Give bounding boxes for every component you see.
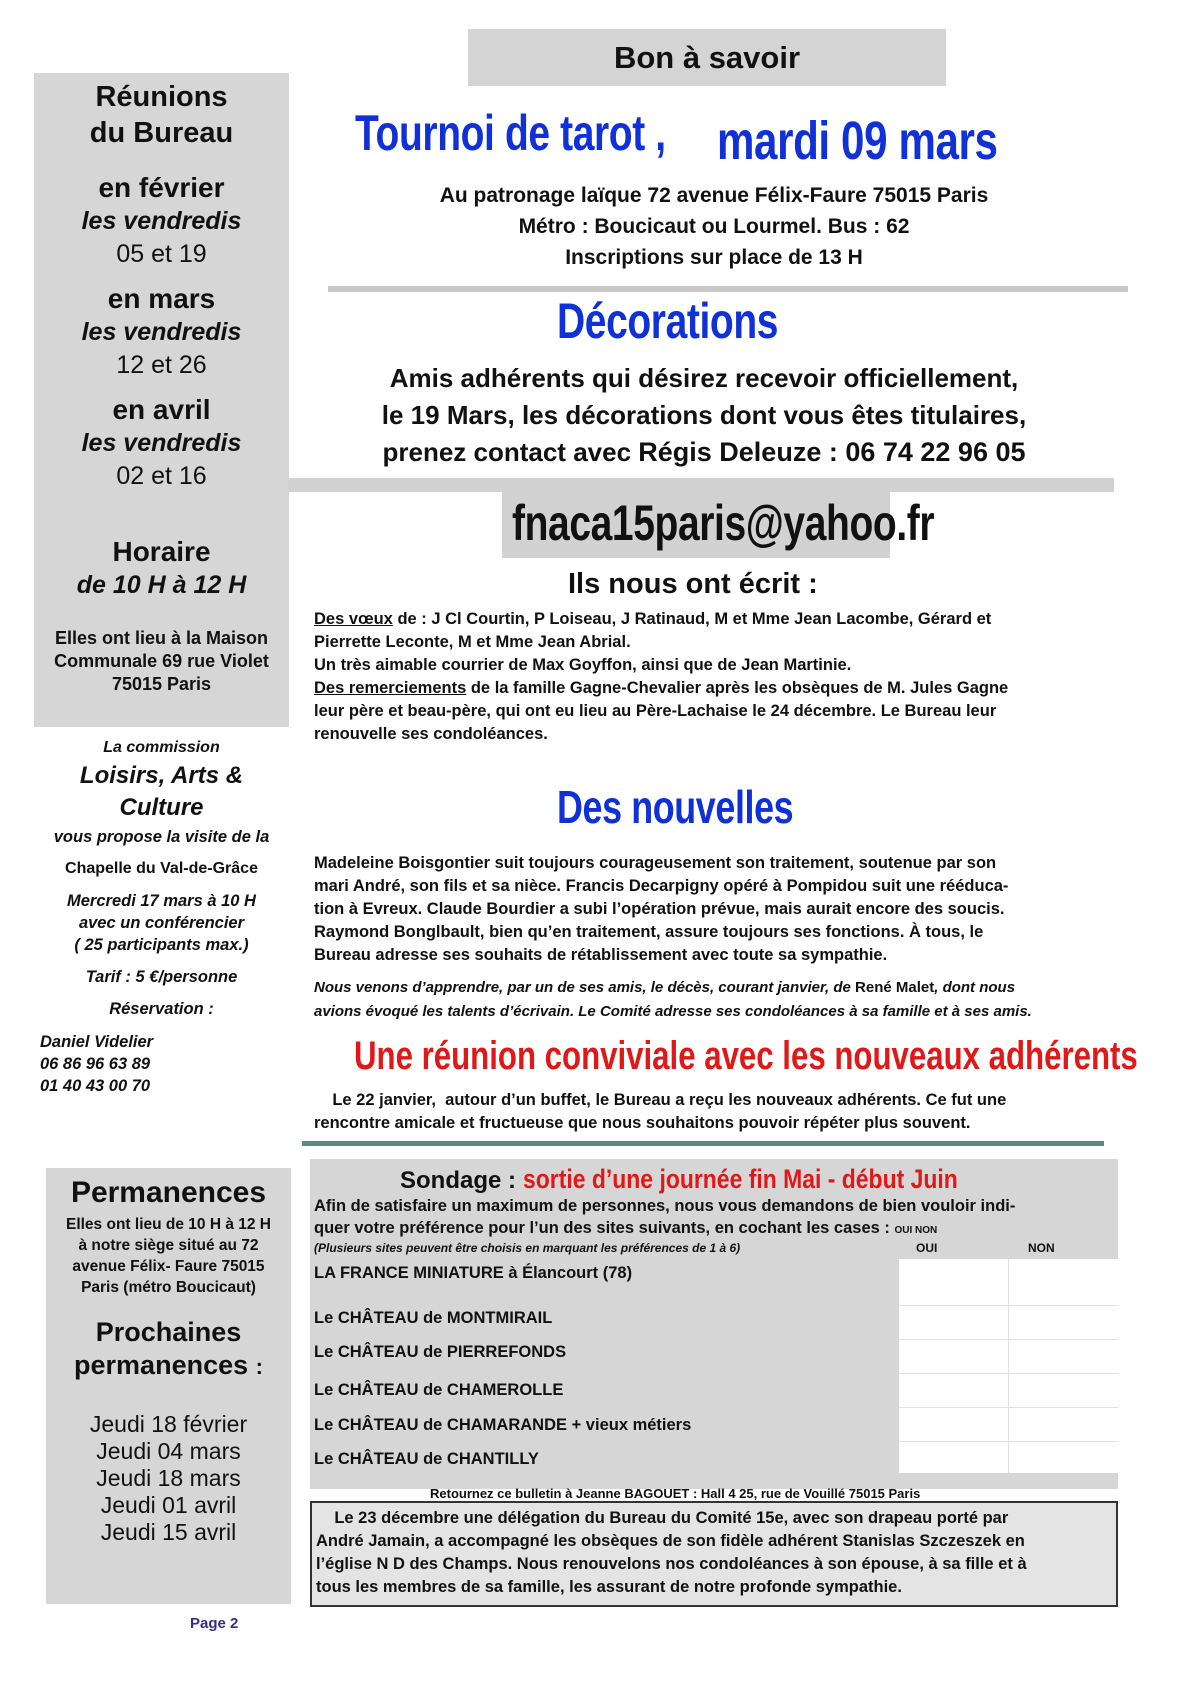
commission-line-4: vous propose la visite de la [53,828,270,846]
commission-line-8: ( 25 participants max.) [74,936,249,954]
decorations-contact: Régis Deleuze : 06 74 22 96 05 [638,437,1026,467]
bureau-feb-label: en février [98,172,225,203]
bureau-mar-days: les vendredis [81,318,242,346]
nouvelles-paragraph [314,852,1114,967]
bureau-lieu-1: Elles ont lieu à la Maison [54,628,269,648]
permanences-line-2: à notre siège situé au 72 [78,1237,259,1254]
prochaines-colon: : [255,1354,263,1379]
sondage-text: quer votre préférence pour l’un des sites suivants, en cochant les cases : [314,1219,895,1237]
permanence-date: Jeudi 01 avril [100,1492,237,1518]
commission-line-1: La commission [103,739,220,756]
checkbox-grid[interactable] [899,1259,1118,1473]
person-name: Stanislas Szczeszek [842,1532,1002,1550]
divider [302,1141,1104,1146]
bureau-apr-label: en avril [112,394,211,425]
permanence-date: Jeudi 18 février [89,1411,248,1437]
remerciements-text: de la famille Gagne-Chevalier après les obsèques de M. Jules Gagne [466,679,1009,697]
prochaines-line-2 [46,1350,291,1381]
permanences-line-3: avenue Félix- Faure 75015 [72,1258,265,1275]
commission-line-3: Culture [119,794,204,821]
permanences-line-1: Elles ont lieu de 10 H à 12 H [65,1216,272,1233]
commission-line-2: Loisirs, Arts & [79,762,244,789]
tarot-title-b: mardi 09 mars [717,111,998,171]
ecrit-paragraph [314,608,1114,746]
commission-line-10: Réservation : [109,1000,214,1018]
sondage-note: (Plusieurs sites peuvent être choisis en marquant les préférences de 1 à 6) [314,1241,741,1255]
ecrit-title: Ils nous ont écrit : [568,568,818,600]
permanence-date: Jeudi 18 mars [96,1465,241,1491]
grid-line [899,1305,1118,1306]
bureau-title-2: du Bureau [89,117,234,149]
nouvelles-title: Des nouvelles [557,781,794,833]
final-text: l’église N D des Champs. Nous renouvelons nos condoléances à son épouse, à sa fille et à [316,1555,1027,1573]
sondage-label: Sondage : [400,1167,523,1194]
grid-line [899,1373,1118,1374]
deces-text: avions évoqué les talents d’écrivain. Le Comité adresse ses condoléances à sa famille et à ses amis. [314,1003,1032,1020]
person-name: Claude Bourdier [426,900,556,918]
contact-phone-2: 01 40 43 00 70 [40,1077,151,1095]
deces-text: Nous venons d’apprendre, par un de ses amis, le décès, courant janvier, de [314,979,856,996]
site-option: LA FRANCE MINIATURE à Élancourt (78) [314,1264,633,1282]
divider [288,478,1114,492]
final-text: André Jamain, a accompagné les obsèques de son fidèle adhérent [316,1532,843,1550]
commission-box [34,736,289,1116]
deces-note [314,976,1124,1024]
final-text: Le 23 décembre une délégation du Bureau du Comité 15e, avec son drapeau porté par [316,1509,1009,1527]
site-option: Le CHÂTEAU de CHANTILLY [314,1450,539,1468]
bureau-lieu-2: Communale 69 rue Violet [54,651,269,671]
grid-line [899,1339,1118,1340]
nouvelles-text: a subi l’opération prévue, mais aurait encore des soucis. [555,900,1005,918]
voeux-text: de : J Cl Courtin, P Loiseau, J Ratinaud, M et Mme Jean Lacombe, Gérard et [392,610,992,628]
voeux-label: Des vœux [314,610,393,628]
sondage-subject: sortie d’une journée fin Mai - début Juin [522,1164,958,1194]
tarot-line-3: Inscriptions sur place de 13 H [565,246,863,269]
column-oui: OUI [916,1241,938,1255]
final-text: tous les membres de sa famille, les assurant de notre profonde sympathie. [316,1578,902,1596]
decorations-line-2: le 19 Mars, les décorations dont vous êtes titulaires, [381,400,1027,430]
person-name: René Malet [855,979,935,996]
nouvelles-text: Bureau adresse ses souhaits de rétablissement avec toute sa sympathie. [314,946,888,964]
prochaines-line-1: Prochaines [95,1317,242,1347]
decorations-line-1: Amis adhérents qui désirez recevoir officiellement, [389,363,1019,393]
bureau-box [34,73,289,727]
person-name: Raymond Bonglbault [314,923,480,941]
tarot-line-2: Métro : Boucicaut ou Lourmel. Bus : 62 [518,215,910,238]
nouvelles-text: , bien qu’en traitement, assure toujours ses fonctions. À tous, le [479,923,984,941]
final-note-box [310,1501,1118,1607]
person-name: Madeleine Boisgontier [314,854,491,872]
horaire-value: de 10 H à 12 H [76,571,247,599]
grid-line [899,1441,1118,1442]
horaire-label: Horaire [112,536,211,567]
bureau-apr-dates: 02 et 16 [116,462,207,490]
bureau-feb-days: les vendredis [81,207,242,235]
final-paragraph [316,1507,1116,1599]
reunion-title: Une réunion conviviale avec les nouveaux adhérents [354,1034,1138,1078]
bureau-title-1: Réunions [95,81,228,113]
bureau-lieu-3: 75015 Paris [111,674,212,694]
permanences-box [46,1168,291,1604]
header-title: Bon à savoir [613,40,801,75]
reunion-text: rencontre amicale et fructueuse que nous souhaitons pouvoir répéter plus souvent. [314,1114,971,1132]
site-option: Le CHÂTEAU de CHAMEROLLE [314,1381,564,1399]
grid-line [899,1407,1118,1408]
bureau-apr-days: les vendredis [81,429,242,457]
remerciements-text-3: renouvelle ses condoléances. [314,725,548,743]
permanence-date: Jeudi 04 mars [96,1438,241,1464]
sondage-line-1: Afin de satisfaire un maximum de personnes, nous vous demandons de bien vouloir indi- [314,1197,1016,1215]
courrier-text: Un très aimable courrier de Max Goyffon, ainsi que de Jean Martinie. [314,656,852,674]
nouvelles-text: opéré à Pompidou suit une rééduca- [718,877,1009,895]
reunion-paragraph [314,1089,1114,1135]
remerciements-text-2: leur père et beau-père, qui ont eu lieu au Père-Lachaise le 24 décembre. Le Bureau leur [314,702,997,720]
contact-phone-1: 06 86 96 63 89 [40,1055,151,1073]
email-address[interactable]: fnaca15paris@yahoo.fr [512,495,935,551]
sondage-line-2 [314,1219,937,1238]
person-name: Francis Decarpigny [565,877,719,895]
deces-text: , dont nous [934,979,1016,996]
site-option: Le CHÂTEAU de PIERREFONDS [314,1343,567,1361]
tarot-line-1: Au patronage laïque 72 avenue Félix-Faure 75015 Paris [439,184,989,207]
header-banner [468,29,946,86]
permanences-line-4: Paris (métro Boucicaut) [81,1279,256,1296]
commission-line-9: Tarif : 5 €/personne [85,968,238,986]
sondage-small-text: OUI NON [894,1225,938,1236]
commission-line-5: Chapelle du Val-de-Grâce [65,860,258,877]
tarot-title-a: Tournoi de tarot , [355,105,666,161]
decorations-line-3a: prenez contact avec [382,437,639,467]
sondage-heading [400,1164,1034,1195]
remerciements-label: Des remerciements [314,679,467,697]
nouvelles-text: mari André, son fils et sa nièce. [314,877,566,895]
commission-line-7: avec un conférencier [78,914,245,932]
sondage-retour: Retournez ce bulletin à Jeanne BAGOUET : Hall 4 25, rue de Vouillé 75015 Paris [430,1486,921,1501]
permanences-title: Permanences [70,1176,267,1209]
sondage-box [310,1159,1118,1489]
site-option: Le CHÂTEAU de CHAMARANDE + vieux métiers [314,1416,692,1434]
final-text: en [1001,1532,1025,1550]
nouvelles-text: tion à Evreux. [314,900,427,918]
bureau-mar-label: en mars [107,283,216,314]
nouvelles-text: suit toujours courageusement son traitement, soutenue par son [490,854,997,872]
bureau-mar-dates: 12 et 26 [116,351,207,379]
page-number: Page 2 [190,1615,239,1632]
column-non: NON [1028,1241,1055,1255]
voeux-text-2: Pierrette Leconte, M et Mme Jean Abrial. [314,633,631,651]
prochaines-word: permanences [74,1350,249,1380]
decorations-line-3 [290,437,1118,468]
commission-line-6: Mercredi 17 mars à 10 H [67,892,256,910]
permanence-date: Jeudi 15 avril [100,1519,237,1545]
contact-name: Daniel Videlier [40,1033,154,1051]
site-option: Le CHÂTEAU de MONTMIRAIL [314,1309,553,1327]
reunion-text: Le 22 janvier, autour d’un buffet, le Bureau a reçu les nouveaux adhérents. Ce fut une [314,1091,1007,1109]
bureau-feb-dates: 05 et 19 [116,240,207,268]
decorations-title: Décorations [557,293,779,349]
email-box [502,492,935,558]
